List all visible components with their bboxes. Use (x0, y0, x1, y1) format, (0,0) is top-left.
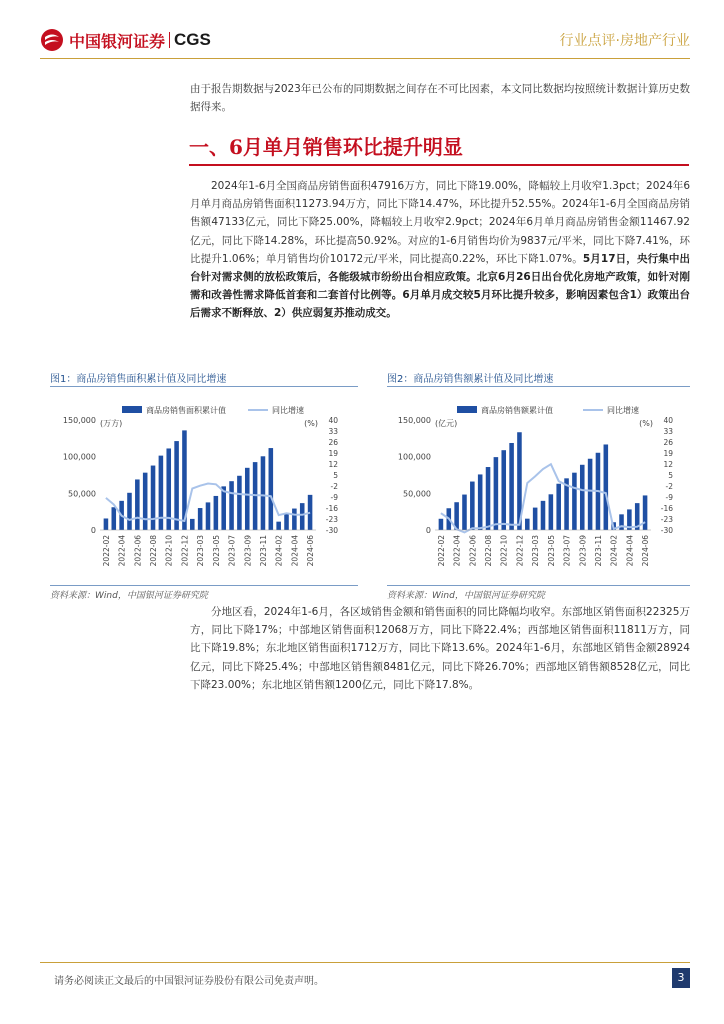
brand-name-en: CGS (174, 30, 211, 49)
chart-bar (439, 519, 444, 530)
chart-left-unit: (万方) (100, 419, 123, 428)
section-title: 一、6月单月销售环比提升明显 (189, 135, 463, 159)
figure2-bottom-rule (387, 585, 690, 586)
chart-x-tick-label: 2022-02 (101, 535, 111, 567)
chart-x-tick-label: 2022-06 (133, 535, 143, 567)
chart-bar (541, 501, 546, 530)
chart-x-tick-label: 2022-04 (452, 535, 462, 567)
chart-bar (501, 450, 506, 530)
chart-bar (572, 473, 577, 530)
chart-bar (190, 519, 195, 530)
chart-left-tick-label: 100,000 (397, 452, 431, 462)
figure2-source: 资料来源：Wind，中国银河证券研究院 (387, 591, 545, 601)
brand-logo (40, 28, 211, 52)
chart-right-tick-label: -30 (325, 526, 338, 535)
chart-x-tick-label: 2022-02 (436, 535, 446, 567)
chart-x-tick-label: 2022-12 (180, 535, 190, 567)
policy-highlight: 5月17日，央行集中出台针对需求侧的放松政策后，各能级城市纷纷出台相应政策。北京6月26日出台优化房地产政策，如针对刚需和改善性需求降低首套和二套首付比例等。6月单月成交较5月环比提升较多，影响因素包含1）政策出台后需求不断释放、2）供应弱复苏推动成交。 (190, 252, 690, 320)
figure1-bottom-rule (50, 585, 358, 586)
brand-name: 中国银河证券 (69, 31, 166, 51)
chart-bar (245, 468, 250, 530)
chart-right-tick-label: -2 (330, 482, 338, 491)
chart-x-tick-label: 2024-06 (306, 535, 316, 567)
chart-right-tick-label: 40 (328, 416, 338, 425)
chart-bar (104, 518, 109, 530)
chart-left-tick-label: 0 (90, 526, 96, 535)
chart-bar (198, 508, 203, 530)
chart-bar (135, 479, 140, 530)
chart-x-tick-label: 2024-02 (609, 535, 619, 567)
chart-left-tick-label: 150,000 (397, 416, 431, 425)
chart-bar (221, 486, 226, 530)
chart-bar (300, 503, 305, 530)
chart-x-tick-label: 2023-09 (578, 535, 588, 567)
chart-bar (112, 507, 117, 530)
chart-x-tick-label: 2023-03 (196, 535, 206, 567)
chart-x-tick-label: 2022-06 (468, 535, 478, 567)
chart-x-tick-label: 2023-05 (546, 535, 556, 567)
chart-right-tick-label: 19 (328, 449, 338, 458)
chart-bar (604, 444, 609, 530)
figure2-svg (387, 392, 692, 582)
chart-x-tick-label: 2022-12 (515, 535, 525, 567)
chart-x-tick-label: 2024-06 (641, 535, 651, 567)
figure1-title: 图1：商品房销售面积累计值及同比增速 (50, 374, 227, 385)
chart-bar (214, 496, 219, 530)
chart-legend-line-label: 同比增速 (607, 406, 639, 415)
chart-right-tick-label: 33 (328, 427, 338, 436)
chart-x-tick-label: 2022-10 (499, 535, 509, 567)
chart-bar (206, 502, 211, 530)
chart-bar (509, 443, 514, 530)
chart-x-tick-label: 2024-04 (290, 535, 300, 567)
chart-bar (292, 509, 297, 530)
section-underline (189, 164, 689, 166)
footer-divider (40, 962, 690, 963)
chart-bar (174, 441, 179, 530)
cgs-logo-icon (40, 28, 64, 52)
page-number: 3 (672, 968, 690, 988)
chart-bar (261, 456, 266, 530)
chart-bar (533, 508, 538, 530)
chart-x-tick-label: 2023-11 (258, 535, 268, 567)
chart-left-tick-label: 0 (425, 526, 431, 535)
chart-left-tick-label: 100,000 (62, 452, 96, 462)
chart-x-tick-label: 2023-03 (531, 535, 541, 567)
figure1-chart (52, 392, 357, 582)
figure1-top-rule (50, 386, 358, 387)
chart-right-tick-label: -2 (665, 482, 673, 491)
chart-right-tick-label: 5 (668, 471, 673, 480)
chart-right-tick-label: 12 (663, 460, 673, 469)
chart-left-tick-label: 150,000 (62, 416, 96, 425)
chart-right-tick-label: -9 (330, 493, 338, 502)
chart-bar (478, 474, 483, 530)
chart-right-tick-label: 5 (333, 471, 338, 480)
chart-right-unit: (%) (304, 419, 318, 428)
chart-bar (143, 473, 148, 530)
chart-legend-bar-label: 商品房销售额累计值 (481, 406, 553, 415)
chart-bar (486, 467, 491, 530)
chart-legend-bar-swatch (122, 406, 142, 413)
chart-right-tick-label: -23 (325, 515, 338, 524)
chart-x-tick-label: 2023-09 (243, 535, 253, 567)
figure1-svg (52, 392, 357, 582)
chart-bar (549, 494, 554, 530)
chart-bar (462, 495, 467, 530)
chart-bar (229, 481, 234, 530)
page-header (0, 0, 724, 60)
figure2-axes (398, 405, 673, 566)
figure2-bars (439, 432, 648, 530)
report-category: 行业点评·房地产行业 (559, 33, 690, 49)
figure2-top-rule (387, 386, 690, 387)
chart-bar (269, 448, 274, 530)
chart-x-tick-label: 2023-07 (227, 535, 237, 567)
sales-paragraph (190, 177, 690, 323)
chart-right-tick-label: 12 (328, 460, 338, 469)
chart-left-tick-label: 50,000 (68, 489, 96, 499)
chart-bar (525, 519, 530, 530)
chart-right-tick-label: 26 (663, 438, 673, 447)
chart-right-tick-label: -23 (660, 515, 673, 524)
figure1-source: 资料来源：Wind，中国银河证券研究院 (50, 591, 208, 601)
intro-paragraph: 由于报告期数据与2023年已公布的同期数据之间存在不可比因素，本文同比数据均按照统计数据计算历史数据得来。 (190, 83, 690, 114)
chart-legend-bar-swatch (457, 406, 477, 413)
chart-bar (237, 476, 242, 530)
chart-legend-bar-label: 商品房销售面积累计值 (146, 406, 226, 415)
chart-x-tick-label: 2022-10 (164, 535, 174, 567)
chart-right-tick-label: 33 (663, 427, 673, 436)
chart-legend-line-label: 同比增速 (272, 406, 304, 415)
sales-text: 2024年1-6月全国商品房销售面积47916万方，同比下降19.00%，降幅较上月收窄1.3pct；2024年6月单月商品房销售面积11273.94万方，同比下降14.47%，环比提升52.55%。2024年1-6月全国商品房销售额47133亿元，同比下降25.00%，降幅较上月收窄2.9pct；2024年6月单月商品房销售金额11467.92亿元，同比下降14.28%，环比提高50.92%。对应的1-6月销售均价为9837元/平米，同比下降7.41%，环比提升1.06%；单月销售均价10172元/平米，同比提高0.22%，环比下降1.07%。 (190, 180, 690, 265)
chart-bar (284, 513, 289, 530)
chart-bar (580, 465, 585, 530)
chart-bar (494, 457, 499, 530)
footer-disclaimer: 请务必阅读正文最后的中国银河证券股份有限公司免责声明。 (54, 976, 324, 987)
chart-bar (151, 466, 156, 530)
chart-bar (127, 493, 132, 530)
chart-right-unit: (%) (639, 419, 653, 428)
chart-right-tick-label: 19 (663, 449, 673, 458)
brand-divider (169, 32, 170, 48)
chart-right-tick-label: -30 (660, 526, 673, 535)
chart-bar (276, 522, 281, 530)
chart-right-tick-label: 40 (663, 416, 673, 425)
chart-x-tick-label: 2022-08 (484, 535, 494, 567)
chart-bar (588, 459, 593, 530)
figure2-title: 图2：商品房销售额累计值及同比增速 (387, 374, 554, 385)
chart-left-unit: (亿元) (435, 419, 458, 428)
chart-x-tick-label: 2024-02 (274, 535, 284, 567)
chart-x-tick-label: 2023-05 (211, 535, 221, 567)
chart-right-tick-label: -16 (325, 504, 338, 513)
chart-x-tick-label: 2022-08 (149, 535, 159, 567)
chart-x-tick-label: 2023-11 (593, 535, 603, 567)
chart-right-tick-label: 26 (328, 438, 338, 447)
region-paragraph: 分地区看，2024年1-6月，各区域销售金额和销售面积的同比降幅均收窄。东部地区销售面积22325万方，同比下降17%；中部地区销售面积12068万方，同比下降22.4%；西部地区销售面积11811万方，同比下降19.8%；东北地区销售面积1712万方，同比下降13.6%。2024年1-6月，东部地区销售金额28924亿元，同比下降25.4%；中部地区销售额8481亿元，同比下降26.70%；西部地区销售额8528亿元，同比下降23.00%；东北地区销售额1200亿元，同比下降17.8%。 (190, 606, 690, 691)
chart-x-tick-label: 2023-07 (562, 535, 572, 567)
chart-bar (556, 484, 561, 530)
chart-x-tick-label: 2022-04 (117, 535, 127, 567)
header-divider (40, 58, 690, 59)
chart-left-tick-label: 50,000 (403, 489, 431, 499)
chart-x-tick-label: 2024-04 (625, 535, 635, 567)
chart-bar (470, 482, 475, 530)
figure2-chart (387, 392, 692, 582)
chart-right-tick-label: -9 (665, 493, 673, 502)
chart-bar (643, 495, 648, 530)
chart-right-tick-label: -16 (660, 504, 673, 513)
